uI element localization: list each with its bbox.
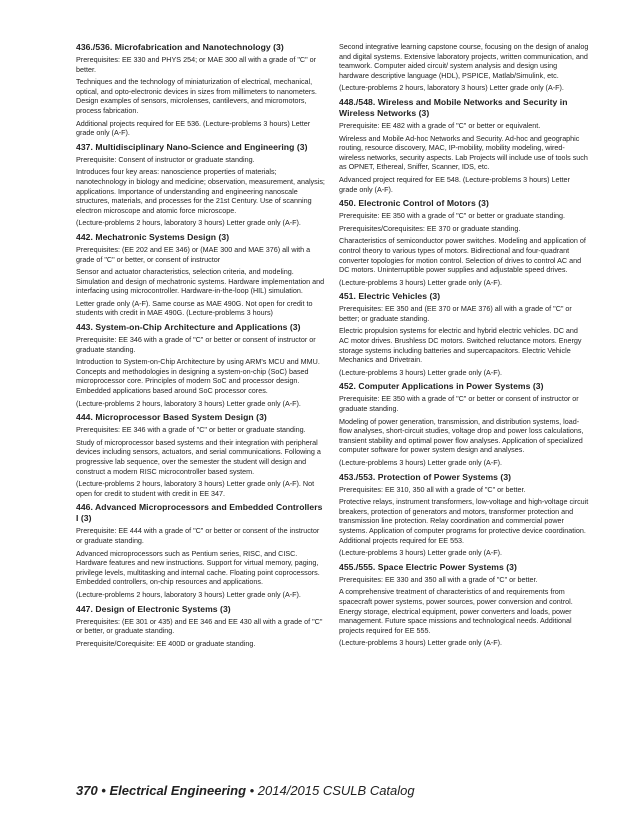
course-entry [76,604,325,649]
course-paragraph: (Lecture-problems 3 hours) Letter grade only (A-F). [339,277,502,287]
course-heading: 452. Computer Applications in Power Systems (3) [339,381,544,392]
course-paragraph: Introduction to System-on-Chip Architecture by using ARM's MCU and MMU. Concepts and methodologies in designing a system-on-chip (SoC) based microprocessor core. Principles of modern SoC and processor design. Embedded applications based around SoC processor cores. [76,357,320,396]
course-paragraph: (Lecture-problems 2 hours, laboratory 3 hours) Letter grade only (A-F). Not open for credit to student with credit in EE 347. [76,479,315,498]
left-column [76,42,325,651]
course-paragraph: Prerequisite: EE 444 with a grade of "C" or better or consent of the instructor or graduate standing. [76,526,320,545]
course-paragraph: Study of microprocessor based systems and their integration with peripheral devices including sensors, actuators, and serial communications. Following a progressive lab sequence, over the semester the student will design and construct a modern RISC microcontroller based system. [76,437,321,476]
course-paragraph: Techniques and the technology of miniaturization of electrical, mechanical, optical, and opto-electronic devices in sizes from millimeters to nanometers. Design examples of sensors, microlenses, cantilevers, and micromotors, process fabrication. [76,77,317,115]
course-heading: 453./553. Protection of Power Systems (3) [339,471,512,482]
course-paragraph: Prerequisites: (EE 301 or 435) and EE 346 and EE 430 all with a grade of "C" or better, or graduate standing. [76,616,323,636]
course-paragraph: (Lecture-problems 2 hours, laboratory 3 hours) Letter grade only (A-F). [76,218,301,228]
course-heading: 444. Microprocessor Based System Design (3) [76,412,267,423]
course-heading: 448./548. Wireless and Mobile Networks and Security in Wireless Networks (3) [339,96,568,118]
course-entry [76,232,325,318]
course-paragraph: Prerequisite/Corequisite: EE 400D or graduate standing. [76,638,256,648]
course-entry [339,198,589,287]
course-heading: 446. Advanced Microprocessors and Embedded Controllers I (3) [76,502,323,524]
course-paragraph: Additional projects required for EE 536. (Lecture-problems 3 hours) Letter grade only (A-F). [76,118,311,138]
course-paragraph: Second integrative learning capstone course, focusing on the design of analog and digital systems. Extensive laboratory projects, written communication, and teamwork. Computer aided circuit/ system analysis and design using hardware descriptive language (HDL), PSPICE, Matlab/Simulink, etc. [339,42,589,80]
course-paragraph: Prerequisite: Consent of instructor or graduate standing. [76,154,255,164]
course-heading: 447. Design of Electronic Systems (3) [76,603,231,614]
course-entry [76,42,325,138]
course-heading: 451. Electric Vehicles (3) [339,291,441,302]
course-entry [339,291,589,377]
course-paragraph: Modeling of power generation, transmission, and distribution systems, load-flow analyses, short-circuit studies, voltage drop and power loss calculations, transient stability and optimal power flow analyses. Application of specialized computer software for power system design and analyses. [339,416,584,455]
course-paragraph: Prerequisites: (EE 202 and EE 346) or (MAE 300 and MAE 376) all with a grade of "C" or better, or consent of instructor [76,244,311,264]
course-heading: 436./536. Microfabrication and Nanotechnology (3) [76,42,284,52]
course-paragraph: Prerequisites: EE 346 with a grade of "C" or better or graduate standing. [76,425,306,435]
course-heading: 443. System-on-Chip Architecture and Applications (3) [76,322,301,333]
course-paragraph: Prerequisites: EE 310, 350 all with a grade of "C" or better. [339,484,526,494]
course-paragraph: Advanced microprocessors such as Pentium series, RISC, and CISC. Hardware features and new instructions. Support for virtual memory, paging, privilege levels, multitasking and internal cache. Floating point coprocessors. Embedded controllers, on-chip resources and applications. [76,548,320,587]
course-paragraph: Advanced project required for EE 548. (Lecture-problems 3 hours) Letter grade only (A-F). [339,174,570,194]
page-footer [76,783,415,798]
course-entry [339,381,589,467]
right-column [339,42,589,651]
course-entry [76,322,325,408]
footer-catalog-label: • 2014/2015 CSULB Catalog [246,783,415,798]
course-paragraph: Introduces four key areas: nanoscience properties of materials; nanotechnology in biology and medicine; observation, measurement, analysis; applications. Importance of understanding and engineering nanoscale structures, materials, and processes for the 21st Century. Use of scanning electron microscope and atomic force microscope. [76,167,325,215]
course-entry [339,97,589,194]
course-paragraph: Letter grade only (A-F). Same course as MAE 490G. Not open for credit to students with credit in MAE 490G. (Lecture-problems 3 hours) [76,298,313,318]
course-heading: 455./555. Space Electric Power Systems (3) [339,561,517,572]
footer-page-label: 370 • Electrical Engineering [76,783,247,798]
course-paragraph: Prerequisites/Corequisites: EE 370 or graduate standing. [339,223,521,233]
course-entry [339,42,589,93]
course-paragraph: Prerequisites: EE 330 and PHYS 254; or MAE 300 all with a grade of "C" or better. [76,55,317,74]
course-paragraph: Electric propulsion systems for electric and hybrid electric vehicles. DC and AC motor drives. Brushless DC motors. Switched reluctance motors. Energy storage systems including batteries and supercapacitors. Electric Vehicle Mechanics and Drivetrain. [339,326,582,365]
course-paragraph: Prerequisite: EE 346 with a grade of "C" or better or consent of instructor or graduate standing. [76,335,316,354]
course-paragraph: (Lecture-problems 2 hours, laboratory 3 hours) Letter grade only (A-F). [76,398,301,408]
course-paragraph: Prerequisite: EE 482 with a grade of "C" or better or equivalent. [339,120,541,130]
course-heading: 437. Multidisciplinary Nano-Science and Engineering (3) [76,141,308,152]
course-entry [339,562,589,648]
course-entry [76,412,325,498]
course-heading: 442. Mechatronic Systems Design (3) [76,231,230,242]
course-entry [76,142,325,228]
course-paragraph: (Lecture-problems 2 hours, laboratory 3 hours) Letter grade only (A-F). [76,589,301,599]
course-paragraph: Wireless and Mobile Ad-hoc Networks and Security. Ad-hoc and geographic routing, resource discovery, MAC, IP-mobility, mobility modeling, wired-wireless networks, security aspects. Lab Projects will include use of tools such as OPNET, Ethereal, Sniffer, Scanner, IDS, etc. [339,133,588,172]
course-paragraph: Sensor and actuator characteristics, selection criteria, and modeling. Simulation and design of mechatronic systems. Hardware implementation and interfacing using microcontroller. Hardware-in-the-loop (HIL) simulation. [76,267,325,296]
course-heading: 450. Electronic Control of Motors (3) [339,198,489,209]
course-paragraph: Characteristics of semiconductor power switches. Modeling and application of control theory to various types of motors. Bidirectional and four-quadrant converter topologies for motion control. Selection of drives to control AC and DC motors. Uninterruptible power supplies and adjustable speed drives. [339,236,586,275]
course-paragraph: (Lecture-problems 2 hours, laboratory 3 hours) Letter grade only (A-F). [339,83,564,93]
course-paragraph: (Lecture-problems 3 hours) Letter grade only (A-F). [339,548,502,558]
course-paragraph: (Lecture-problems 3 hours) Letter grade only (A-F). [339,638,502,648]
course-paragraph: A comprehensive treatment of characteristics of and requirements from spacecraft power systems, power sources, power conversion and control. Energy storage, electrical equipment, power converters and loads, power management. Future space missions and technological needs. Additional projects required for EE 555. [339,587,573,635]
course-paragraph: (Lecture-problems 3 hours) Letter grade only (A-F). [339,367,502,377]
course-paragraph: Prerequisite: EE 350 with a grade of "C" or better or graduate standing. [339,211,566,221]
course-entry [339,472,589,558]
course-paragraph: Protective relays, instrument transformers, low-voltage and high-voltage circuit breakers, protection of generators and motors, transformer protection and transmission line protection. Relay coordination and commercial power systems. Application of computer programs for protective device coordination. Additional projects required for EE 553. [339,497,589,545]
course-paragraph: Prerequisites: EE 330 and 350 all with a grade of "C" or better. [339,574,538,584]
course-paragraph: Prerequisite: EE 350 with a grade of "C" or better or consent of instructor or graduate standing. [339,394,579,414]
course-paragraph: Prerequisites: EE 350 and (EE 370 or MAE 376) all with a grade of "C" or better; or graduate standing. [339,304,572,323]
course-entry [76,502,325,599]
course-paragraph: (Lecture-problems 3 hours) Letter grade only (A-F). [339,458,502,467]
